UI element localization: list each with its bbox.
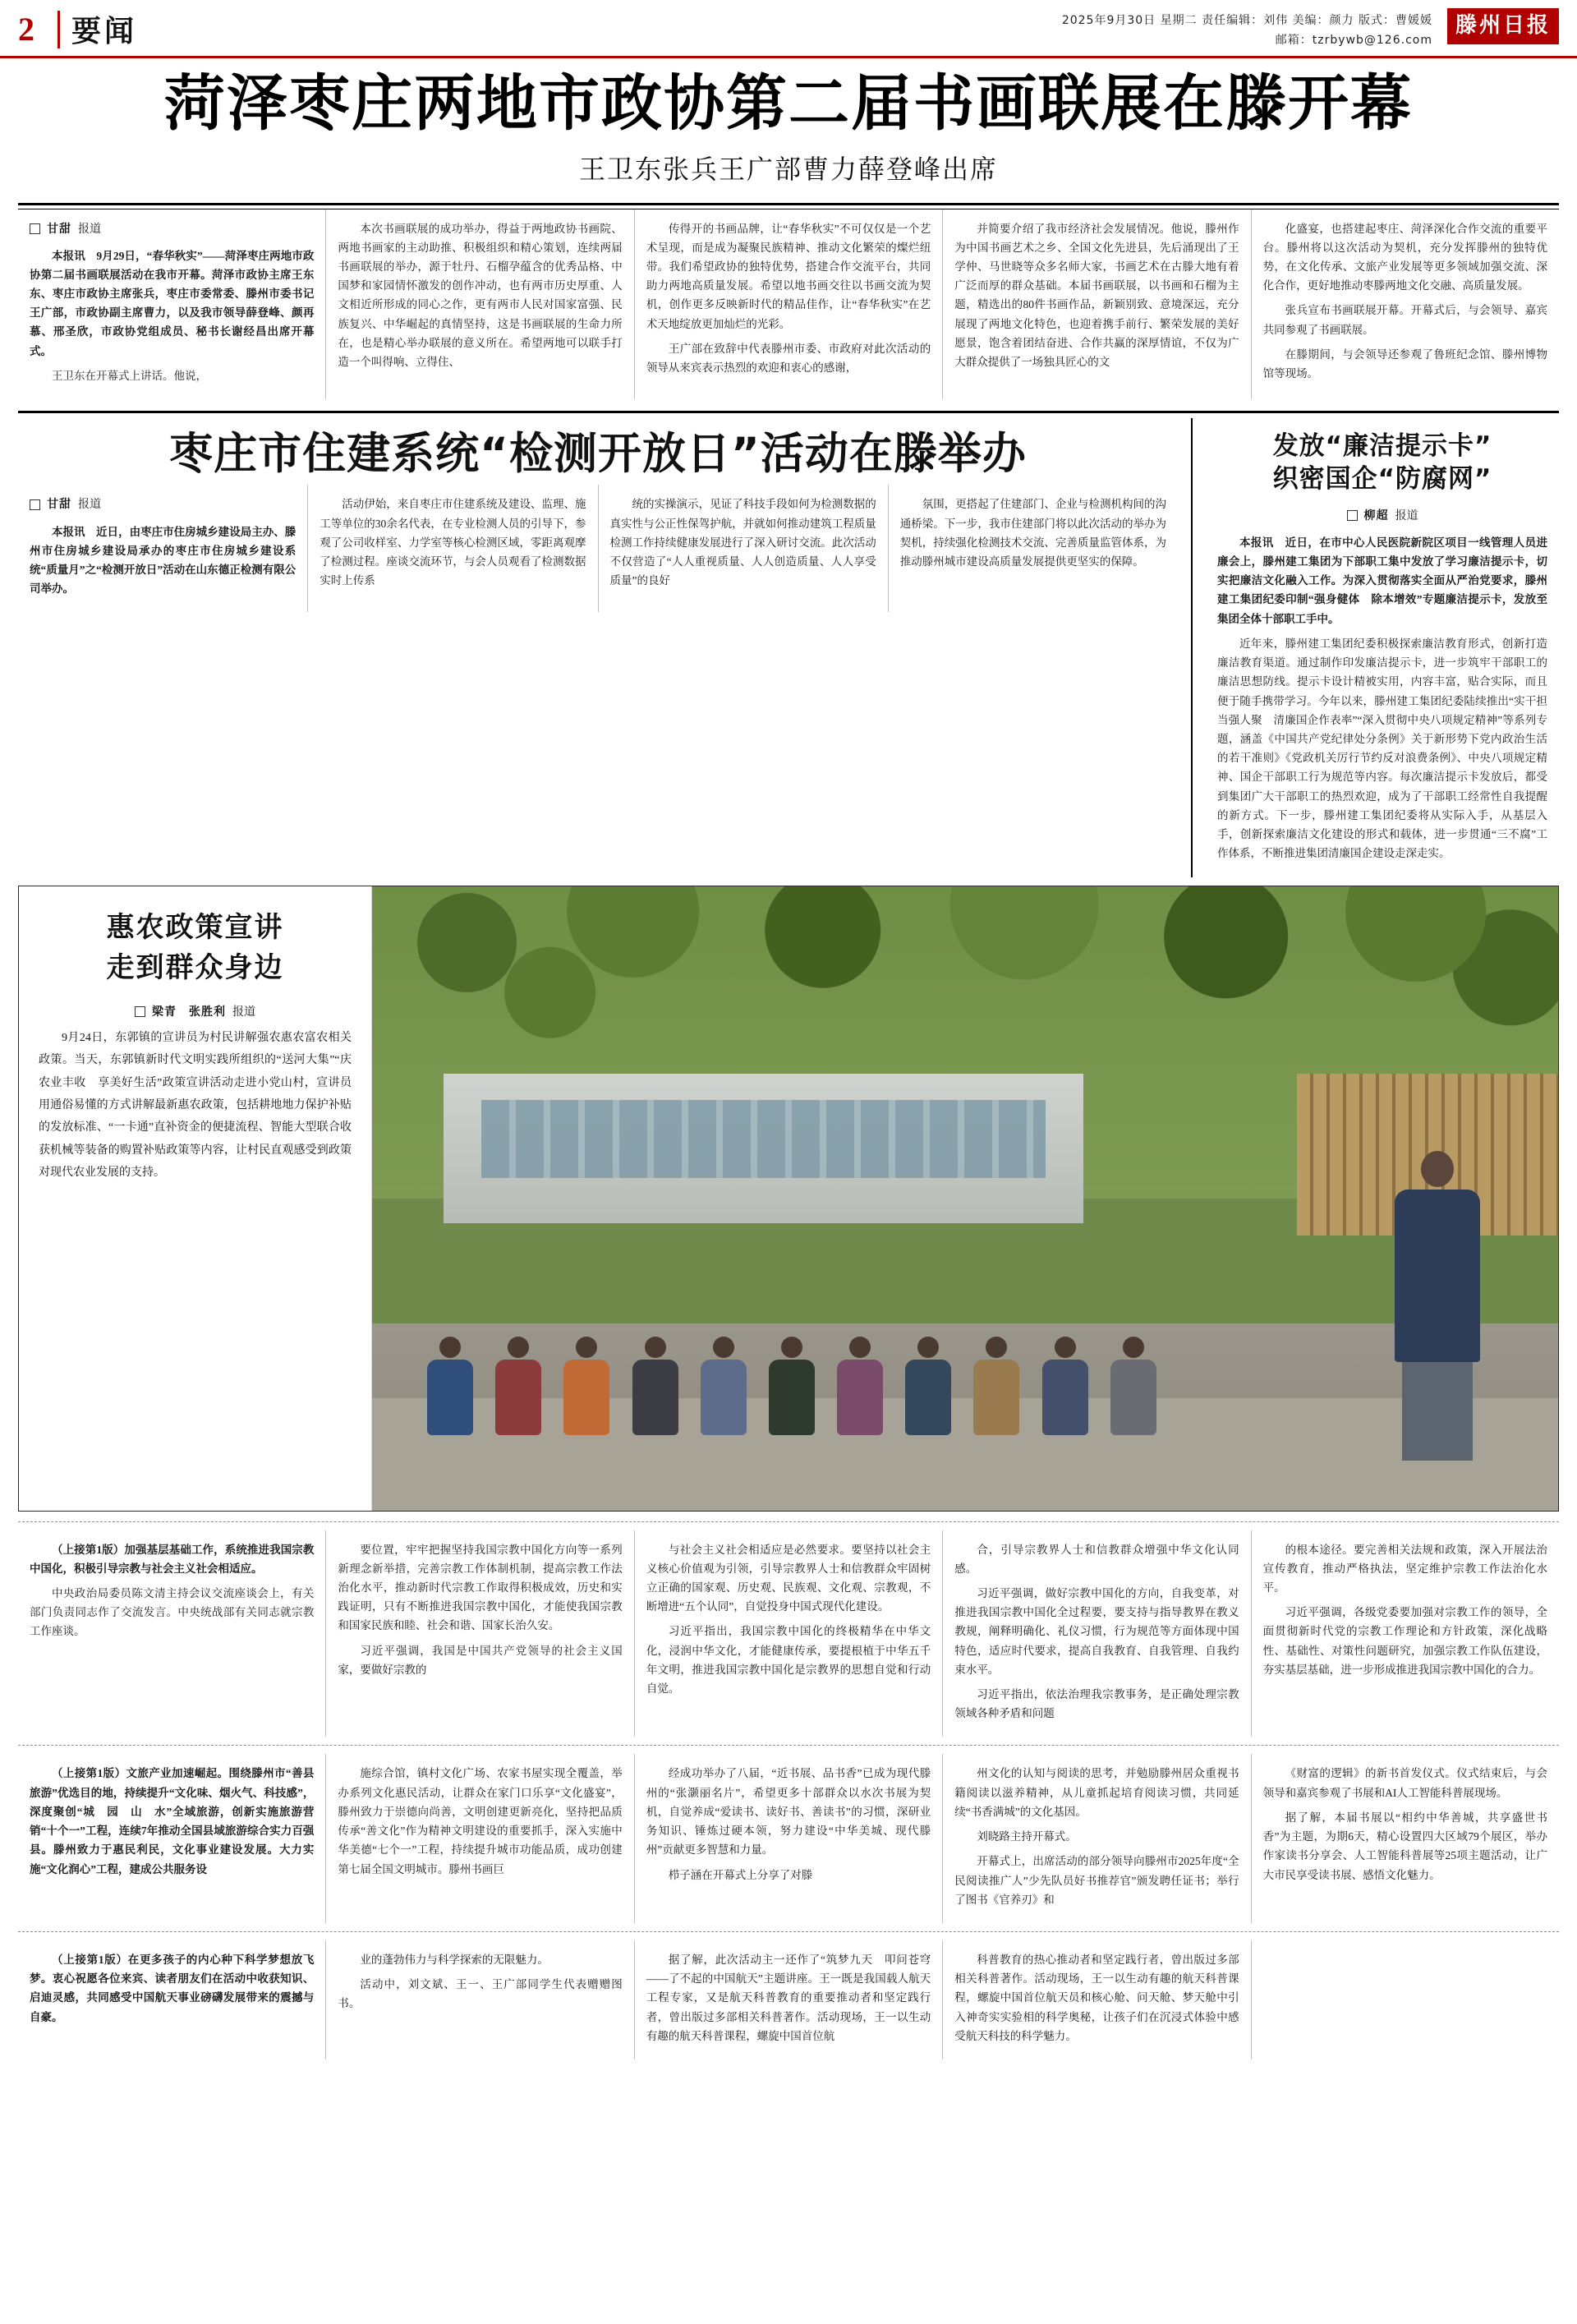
cont-paragraph: 要位置，牢牢把握坚持我国宗教中国化方向等一系列新理念新举措，完善宗教工作体制机制，提高宗教工作法治化水平，推动新时代宗教工作取得积极成效，历史和实践证明，只有不断推进我国宗教中国化，才能使我国宗教和国家民族和睦、社会和谐、国家长治久安。 — [338, 1543, 623, 1632]
second-paragraph: 统的实操演示，见证了科技手段如何为检测数据的真实性与公正性保驾护航，并就如何推动建筑工程质量检测工作持续健康发展进行了深入研讨交流。此次活动不仅营造了“人人重视质量、人人创造质量、人人享受质量”的良好 — [609, 498, 876, 587]
cont-paragraph: 业的蓬勃伟力与科学探索的无限魅力。 — [360, 1954, 549, 1966]
section-divider — [18, 1521, 1559, 1522]
cont-paragraph: 据了解，此次活动主一还作了“筑梦九天 叩问苍穹——了不起的中国航天”主题讲座。王一既是我国载人航天工程专家，又是航天科普教育的重要推动者和坚定践行者，曾出版过多部相关科普著作。活动现场，王一以生动有趣的航天科普课程，螺旋中国首位航 — [646, 1954, 931, 2042]
photo-person — [630, 1337, 681, 1435]
cont-paragraph: 《财富的逻辑》的新书首发仪式。仪式结束后，与会领导和嘉宾参观了书展和AI人工智能科普展现场。 — [1262, 1767, 1548, 1799]
second-story-columns — [18, 485, 1178, 612]
lead-byline — [30, 219, 314, 239]
photo-crowd — [407, 1199, 1262, 1436]
lead-headline: 菏泽枣庄两地市政协第二届书画联展在滕开幕 — [164, 67, 1413, 139]
cont3-column-2 — [326, 1940, 634, 2059]
cont1-column-4 — [943, 1530, 1251, 1737]
second-column-2 — [308, 485, 598, 612]
rule-thick-mid — [18, 411, 1559, 413]
continuation-3 — [18, 1940, 1559, 2059]
lead-column-2 — [326, 209, 634, 400]
photo-person — [1040, 1337, 1091, 1435]
second-byline — [30, 495, 296, 514]
cont2-column-2 — [326, 1754, 634, 1923]
cont-paragraph: 习近平强调，各级党委要加强对宗教工作的领导，全面贯彻新时代党的宗教工作理论和方针政策，深化战略性、基础性、对策性问题研究，加强宗教工作队伍建设，夯实基层基础，进一步形成推进我国宗教中国化的合力。 — [1262, 1606, 1548, 1676]
masthead-left — [18, 8, 137, 50]
byline-name: 甘甜 — [47, 222, 71, 236]
feature-story — [18, 886, 1559, 1512]
cont-paragraph: （上接第1版）加强基层基础工作，系统推进我国宗教中国化，积极引导宗教与社会主义社会相适应。 — [30, 1543, 315, 1575]
cont3-column-3 — [635, 1940, 943, 2059]
lead-paragraph: 张兵宣布书画联展开幕。开幕式后，与会领导、嘉宾共同参观了书画联展。 — [1262, 304, 1548, 336]
lead-paragraph: 并简要介绍了我市经济社会发展情况。他说，滕州作为中国书画艺术之乡、全国文化先进县，先后涌现出了王学仲、马世晓等众多名师大家，书画艺术在古滕大地有着广泛而厚的群众基础。本届书画联展，以书画和石榴为主题，精选出的80件书画作品，新颖别致、意境深远，充分展现了两地文化特色，也迎着携手前行、繁荣发展的美好愿景，饱含着团结奋进、合作共赢的深厚情谊，不仅为广大群众提供了一场独具匠心的文 — [954, 222, 1239, 369]
photo-person — [493, 1337, 544, 1435]
side-headline — [1206, 418, 1559, 503]
second-paragraph: 本报讯 近日，由枣庄市住房城乡建设局主办、滕州市住房城乡建设局承办的枣庄市住房城乡建设系统“质量月”之“检测开放日”活动在山东德正检测有限公司举办。 — [30, 525, 297, 596]
second-paragraph: 活动伊始，来自枣庄市住建系统及建设、监理、施工等单位的30余名代表，在专业检测人员的引导下，参观了公司收样室、力学室等核心检测区域，零距离观摩了检测过程。座谈交流环节，与会人员观看了检测数据实时上传系 — [320, 498, 586, 587]
byline-role: 报道 — [1395, 509, 1418, 522]
cont-paragraph: 习近平指出，我国宗教中国化的终极精华在中华文化，浸润中华文化，才能健康传承，要提根植于中华五千年文明，推进我国宗教中国化是宗教界的思想自觉和行动自觉。 — [646, 1625, 931, 1696]
cont2-column-4 — [943, 1754, 1251, 1923]
page-number: 2 — [18, 10, 34, 48]
cont1-column-1 — [18, 1530, 326, 1737]
cont1-column-3 — [635, 1530, 943, 1737]
side-paragraph: 本报讯 近日，在市中心人民医院新院区项目一线管理人员进廉会上，滕州建工集团为下部职工集中发放了学习廉洁提示卡，切实把廉洁文化融入工作。为深入贯彻落实全面从严治党要求，滕州建工集团纪委印制“强身健体 除本增效”专题廉洁提示卡，发放至集团全体十部职工手中。 — [1217, 536, 1547, 625]
masthead-divider — [57, 11, 60, 48]
lead-paragraph: 本次书画联展的成功举办，得益于两地政协书画院、两地书画家的主动助推、积极组织和精心策划，连续两届书画联展的举办，源于牡丹、石榴孕蕴含的优秀品格、中国梦和家园情怀激发的创作冲动，也有两市历史厚重、人文相近所形成的同心之作，更有两市人民对国家富强、民族复兴、中华崛起的真情坚持，这是书画联展的生命力所在，也是精心举办联展的意义所在。希望两地可以联手打造一个叫得响、立得住、 — [338, 222, 623, 369]
lead-paragraph: 王广部在致辞中代表滕州市委、市政府对此次活动的领导从来宾表示热烈的欢迎和衷心的感谢， — [646, 342, 931, 375]
cont-paragraph: 的根本途径。要完善相关法规和政策，深入开展法治宣传教育，推动严格执法，坚定维护宗教工作法治化水平。 — [1262, 1543, 1548, 1594]
cont-paragraph: 开幕式上，出席活动的部分领导向滕州市2025年度“全民阅读推广人”少先队员好书推荐官”颁发聘任证书；举行了图书《官养刃》和 — [954, 1855, 1239, 1906]
cont-paragraph: 与社会主义社会相适应是必然要求。要坚持以社会主义核心价值观为引领，引导宗教界人士和信教群众牢固树立正确的国家观、历史观、民族观、文化观、宗教观，不断增进“五个认同”，自觉投身中国式现代化建设。 — [646, 1543, 931, 1613]
photo-speaker — [1388, 1151, 1487, 1461]
feature-body — [39, 1027, 352, 1184]
cont-paragraph: 合，引导宗教界人士和信教群众增强中华文化认同感。 — [954, 1543, 1239, 1575]
side-paragraph: 近年来，滕州建工集团纪委积极探索廉洁教育形式，创新打造廉洁教育渠道。通过制作印发廉洁提示卡，进一步筑牢干部职工的廉洁思想防线。提示卡设计精被实用，内容丰富，贴合实际，而且便于随手携带学习。今年以来，滕州建工集团纪委陆续推出“实干担当强人聚 清廉国企作表率”“深入贯彻中央八项规定精神”等系列专题，涵盖《中国共产党纪律处分条例》关于新形势下党内政治生活的若干准则》《党政机关厉行节约反对浪费条例》、中央八项规定精神、国企干部职工行为规范等内容。每次廉洁提示卡发放后，都受到集团广大干部职工的热烈欢迎，成为了干部职工经常性自我提醒的新方式。下一步，滕州建工集团纪委将从实际入手，从基层入手，创新探索廉洁文化建设的形式和载体，进一步贯通“三不腐”工作体系，不断推进集团清廉国企建设走深走实。 — [1217, 637, 1547, 860]
masthead-info — [137, 8, 1447, 51]
cont-paragraph: 习近平强调，做好宗教中国化的方向，自我变革，对推进我国宗教中国化全过程要，要支持与指导教界在教义教规，阐释明确化、礼仪习惯，行为规范等方面体现中国特色，适应时代要求，提高自我教育、自我管理、自我约束水平。 — [954, 1586, 1239, 1676]
side-headline-line1: 发放“廉洁提示卡” — [1272, 431, 1492, 462]
cont3-column-5 — [1252, 1940, 1559, 2059]
cont1-column-2 — [326, 1530, 634, 1737]
cont-paragraph: （上接第1版）文旅产业加速崛起。围绕滕州市“善县旅游”优选目的地，持续提升“文化味、烟火气、科技感”，深度聚创“城 园 山 水”全域旅游，创新实施旅游营销“十个一”工程，连续7年推动全国县域旅游综合实力百强县。滕州致力于惠民利民，文化事业建设发展。大力实施“文化润心”工程，建成公共服务设 — [30, 1767, 315, 1875]
byline-name: 甘甜 — [47, 498, 71, 512]
second-story — [18, 418, 1193, 877]
lead-paragraph: 本报讯 9月29日，“春华秋实”——菏泽枣庄两地市政协第二届书画联展活动在我市开幕。菏泽市政协主席王东东、枣庄市政协主席张兵，枣庄市委常委、滕州市委书记王广部，市政协副主席曹力，以及我市领导薛登峰、颜再慕、邢圣欣，市政协党组成员、秘书长谢经昌出席开幕式。 — [30, 249, 315, 357]
side-byline — [1217, 506, 1547, 526]
lead-column-1 — [18, 209, 326, 400]
lead-paragraph: 化盛宴，也搭建起枣庄、菏泽深化合作交流的重要平台。滕州将以这次活动为契机，充分发挥滕州的独特优势，在文化传承、文旅产业发展等更多领域加强交流、深化合作，更好地推动枣滕两地文化交融、高质量发展。 — [1262, 222, 1548, 292]
newspaper-logo: 滕州日报 — [1447, 8, 1559, 44]
lead-column-4 — [943, 209, 1251, 400]
cont-paragraph: 活动中，刘文斌、王一、王广部同学生代表赠赠图书。 — [338, 1978, 623, 2010]
cont-paragraph: 刘晓路主持开幕式。 — [977, 1830, 1077, 1843]
second-column-4 — [889, 485, 1178, 612]
section-divider — [18, 1931, 1559, 1932]
cont-paragraph: 据了解，本届书展以“相约中华善城，共享盛世书香”为主题，为期6天，精心设置四大区域79个展区，举办作家读书分享会、人工智能科普展等25项主题活动，让广大市民享受读书展、感悟文化魅力。 — [1262, 1811, 1548, 1881]
cont-paragraph: 习近平强调，我国是中国共产党领导的社会主义国家，要做好宗教的 — [338, 1644, 623, 1676]
section-divider — [18, 1745, 1559, 1746]
cont3-column-4 — [943, 1940, 1251, 2059]
continuation-sections — [0, 1521, 1577, 2060]
photo-person — [1108, 1337, 1159, 1435]
publication-email-line: 邮箱：tzrbywb@126.com — [1275, 33, 1432, 47]
photo-person — [903, 1337, 954, 1435]
feature-title-line2: 走到群众身边 — [106, 950, 284, 984]
cont2-column-1 — [18, 1754, 326, 1923]
feature-title — [39, 908, 352, 989]
cont2-column-3 — [635, 1754, 943, 1923]
masthead — [0, 0, 1577, 58]
photo-person — [766, 1337, 817, 1435]
second-headline: 枣庄市住建系统“检测开放日”活动在滕举办 — [169, 429, 1027, 480]
byline-role: 报道 — [78, 222, 101, 236]
side-story — [1193, 418, 1559, 877]
feature-paragraph: 9月24日，东郭镇的宣讲员为村民讲解强农惠农富农相关政策。当天，东郭镇新时代文明实践所组织的“送河大集”“庆农业丰收 享美好生活”政策宣讲活动走进小党山村，宣讲员用通俗易懂的方式讲解最新惠农政策，包括耕地地力保护补贴的发放标准、“一卡通”直补资金的便捷流程、智能大型联合收获机械等装备的购置补贴政策等内容，让村民直观感受到政策对现代农业发展的支持。 — [39, 1032, 352, 1179]
cont3-column-1 — [18, 1940, 326, 2059]
second-column-1 — [18, 485, 308, 612]
lead-paragraph: 王卫东在开幕式上讲话。他说， — [52, 369, 207, 382]
byline-box-icon — [1347, 510, 1358, 521]
byline-name: 柳超 — [1363, 509, 1389, 522]
byline-role: 报道 — [78, 498, 101, 512]
cont-paragraph: 习近平指出，依法治理我宗教事务，是正确处理宗教领域各种矛盾和问题 — [954, 1688, 1239, 1720]
photo-person — [834, 1337, 885, 1435]
photo-person — [425, 1337, 476, 1435]
lead-column-3 — [635, 209, 943, 400]
section-title: 要闻 — [71, 15, 138, 48]
cont1-column-5 — [1252, 1530, 1559, 1737]
lead-story-header — [0, 58, 1577, 191]
publication-info-line: 2025年9月30日 星期二 责任编辑：刘伟 美编：颜力 版式：曹媛媛 — [1061, 14, 1432, 27]
second-column-3 — [599, 485, 889, 612]
second-paragraph: 氛围，更搭起了住建部门、企业与检测机构间的沟通桥梁。下一步，我市住建部门将以此次活动的举办为契机，持续强化检测技术交流、完善质量监管体系，为推动滕州城市建设高质量发展提供更坚实的保障。 — [899, 498, 1166, 568]
cont-paragraph: 经成功举办了八届，“近书展、品书香”已成为现代滕州的“张灏丽名片”，希望更多十部群众以水次书展为契机，自觉养成“爱读书、读好书、善读书”的习惯，深研业务知识、锤炼过硬本领，努力建设“中华美城、现代滕州”贡献更多智慧和力量。 — [646, 1767, 931, 1857]
cont-paragraph: 科普教育的热心推动者和坚定践行者，曾出版过多部相关科普著作。活动现场，王一以生动有趣的航天科普课程，螺旋中国首位航天员和核心舱、问天舱、梦天舱中引入神奇实实验相的科学奥秘，让孩子们在沉浸式体验中感受航天科技的科学魅力。 — [954, 1954, 1239, 2042]
photo-person — [971, 1337, 1022, 1435]
cont2-column-5 — [1252, 1754, 1559, 1923]
side-headline-line2: 织密国企“防腐网” — [1272, 464, 1492, 495]
byline-box-icon — [135, 1006, 145, 1017]
lead-subhead: 王卫东张兵王广部曹力薛登峰出席 — [578, 154, 998, 184]
cont-paragraph: （上接第1版）在更多孩子的内心种下科学梦想放飞梦。衷心祝愿各位来宾、读者朋友们在活动中收获知识、启迪灵感，共同感受中国航天事业磅礴发展带来的震撼与自豪。 — [30, 1954, 315, 2023]
feature-photo — [372, 886, 1558, 1511]
cont-paragraph: 栉子涵在开幕式上分享了对滕 — [668, 1868, 813, 1881]
byline-box-icon — [30, 499, 40, 510]
byline-role: 报道 — [232, 1006, 255, 1019]
photo-person — [698, 1337, 749, 1435]
side-story-column — [1206, 503, 1559, 877]
second-story-block — [0, 418, 1577, 877]
lead-story-columns — [0, 209, 1577, 400]
lead-paragraph: 在滕期间，与会领导还参观了鲁班纪念馆、滕州博物馆等现场。 — [1262, 347, 1548, 380]
cont-paragraph: 州文化的认知与阅读的思考，并勉励滕州居众重视书籍阅读以滋养精神，从儿童抓起培育阅读习惯，共同延续“书香满城”的文化基因。 — [954, 1767, 1239, 1818]
cont-paragraph: 中央政治局委员陈文清主持会议交流座谈会上，有关部门负责同志作了交流发言。中央统战部有关同志就宗教工作座谈。 — [30, 1586, 315, 1638]
feature-byline — [39, 1003, 352, 1019]
feature-title-line1: 惠农政策宣讲 — [106, 910, 284, 944]
continuation-1 — [18, 1530, 1559, 1737]
lead-paragraph: 传得开的书画品牌，让“春华秋实”不可仅仅是一个艺术呈现，而是成为凝聚民族精神、推动文化繁荣的燦烂纽带。我们希望政协的独特优势，搭建合作交流平台，共同助力两地高质量发展。希望以地书画交往以书画交流为契机，创作更多反映新时代的精品佳作，让“春华秋实”在艺术天地绽放更加灿烂的光彩。 — [646, 222, 931, 330]
byline-name: 梁青 张胜利 — [152, 1006, 226, 1019]
cont-paragraph: 施综合馆，镇村文化广场、农家书屋实现全覆盖，举办系列文化惠民活动，让群众在家门口乐享“文化盛宴”，滕州致力于崇德向尚善，文明创建更新亮化，坚持把品质传承“善文化”作为精神文明建设的重要抓手，深入实施中华美德“七个一”工程，持续提升城市功能品质，成功创建第七届全国文明城市。滕州书画巨 — [338, 1767, 623, 1875]
continuation-2 — [18, 1754, 1559, 1923]
byline-box-icon — [30, 223, 40, 234]
photo-person — [561, 1337, 612, 1435]
feature-text-panel — [19, 886, 372, 1511]
lead-column-5 — [1252, 209, 1559, 400]
